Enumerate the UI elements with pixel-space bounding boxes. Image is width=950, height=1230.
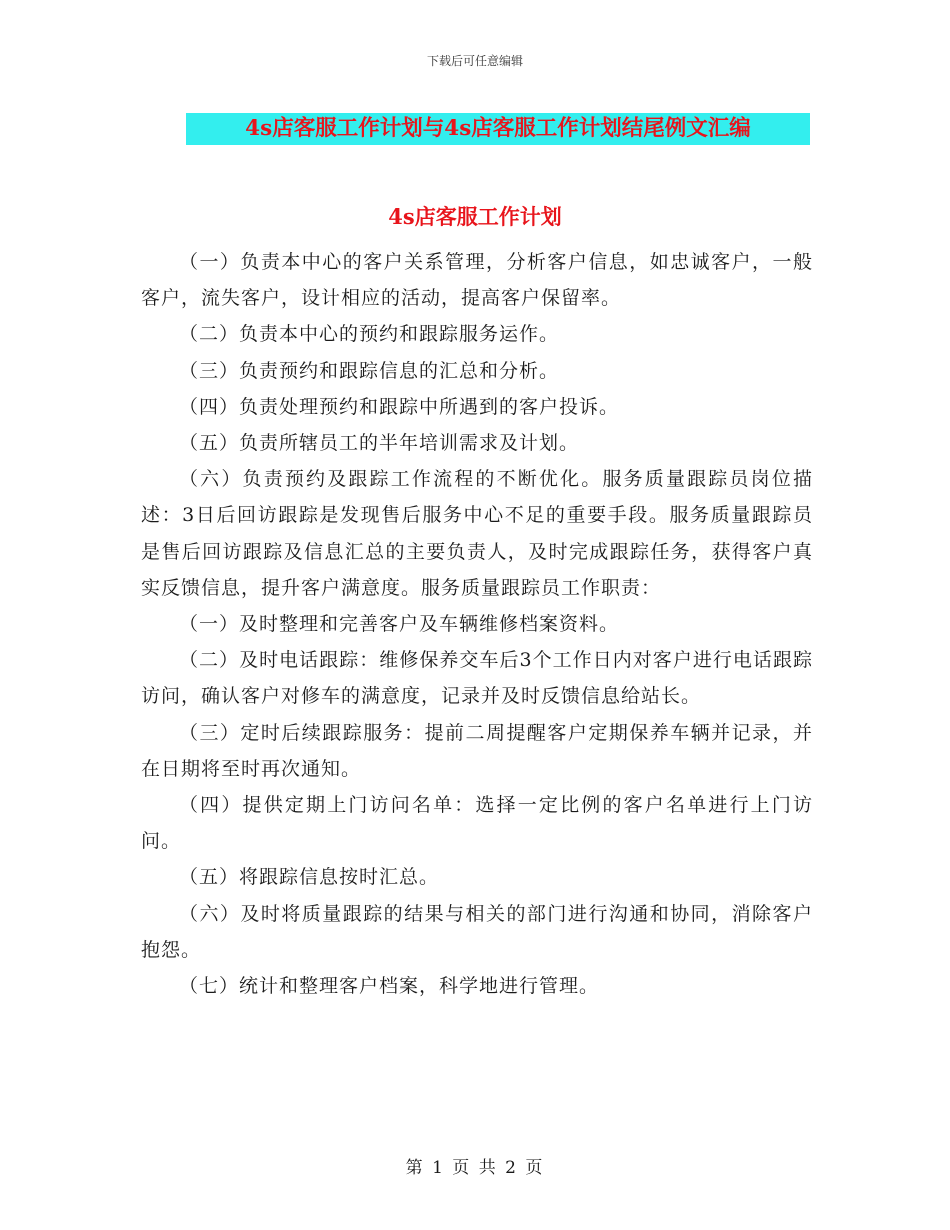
document-title: 4s店客服工作计划与4s店客服工作计划结尾例文汇编 — [186, 113, 810, 145]
paragraph: （一）及时整理和完善客户及车辆维修档案资料。 — [179, 613, 620, 636]
paragraph: （五）将跟踪信息按时汇总。 — [179, 866, 440, 889]
body-text — [141, 244, 813, 1004]
section-title: 4s店客服工作计划 — [388, 204, 562, 229]
paragraph: （四）负责处理预约和跟踪中所遇到的客户投诉。 — [179, 395, 620, 418]
paragraph: （三）负责预约和跟踪信息的汇总和分析。 — [179, 359, 560, 382]
paragraph: （五）负责所辖员工的半年培训需求及计划。 — [179, 432, 580, 455]
paragraph: （一）负责本中心的客户关系管理，分析客户信息，如忠诚客户，一般客户，流失客户，设计相应的活动，提高客户保留率。 — [141, 251, 813, 310]
page-number-footer: 第 1 页 共 2 页 — [405, 1158, 545, 1178]
paragraph: （六）及时将质量跟踪的结果与相关的部门进行沟通和协同，消除客户抱怨。 — [141, 902, 813, 961]
paragraph: （七）统计和整理客户档案，科学地进行管理。 — [179, 975, 600, 998]
paragraph: （二）及时电话跟踪：维修保养交车后3个工作日内对客户进行电话跟踪访问，确认客户对修车的满意度，记录并及时反馈信息给站长。 — [141, 649, 813, 708]
header-note: 下载后可任意编辑 — [426, 54, 523, 68]
paragraph: （三）定时后续跟踪服务：提前二周提醒客户定期保养车辆并记录，并在日期将至时再次通知。 — [141, 721, 813, 780]
paragraph: （二）负责本中心的预约和跟踪服务运作。 — [179, 323, 560, 346]
paragraph: （四）提供定期上门访问名单：选择一定比例的客户名单进行上门访问。 — [141, 794, 813, 853]
paragraph: （六）负责预约及跟踪工作流程的不断优化。服务质量跟踪员岗位描述：3日后回访跟踪是发现售后服务中心不足的重要手段。服务质量跟踪员是售后回访跟踪及信息汇总的主要负责人，及时完成跟踪任务，获得客户真实反馈信息，提升客户满意度。服务质量跟踪员工作职责： — [141, 468, 813, 599]
